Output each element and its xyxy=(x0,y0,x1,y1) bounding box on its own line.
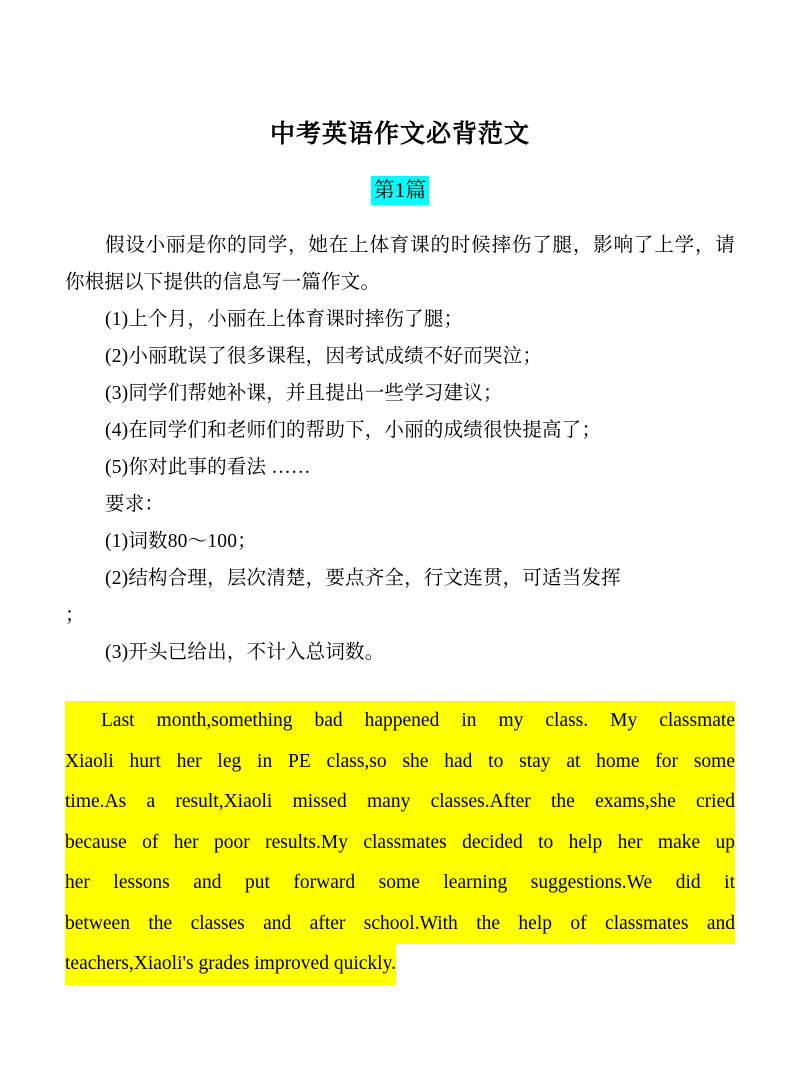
section-label-row xyxy=(65,176,735,205)
prompt-point-4: (4)在同学们和老师们的帮助下，小丽的成绩很快提高了； xyxy=(105,420,602,441)
prompt-point-3: (3)同学们帮她补课，并且提出一些学习建议； xyxy=(105,383,503,404)
prompt-point-2: (2)小丽耽误了很多课程，因考试成绩不好而哭泣； xyxy=(105,346,543,367)
page-content xyxy=(65,0,735,985)
prompt-point-1: (1)上个月，小丽在上体育课时摔伤了腿； xyxy=(105,309,464,330)
requirements-label: 要求： xyxy=(105,494,165,515)
requirement-2-continuation: ； xyxy=(65,605,85,626)
essay-line-text: her lessons and put forward some learning suggestions.We did it xyxy=(65,863,735,904)
prompt-point-5: (5)你对此事的看法 …… xyxy=(105,457,311,478)
requirement-1: (1)词数80～100； xyxy=(105,531,257,552)
essay-line xyxy=(65,863,735,904)
requirement-3: (3)开头已给出，不计入总词数。 xyxy=(105,642,385,663)
essay-line xyxy=(65,904,735,945)
essay-line-text: Xiaoli hurt her leg in PE class,so she had to stay at home for some xyxy=(65,742,735,783)
essay-line xyxy=(65,823,735,864)
requirement-2: (2)结构合理，层次清楚，要点齐全，行文连贯，可适当发挥 xyxy=(105,568,621,589)
page-title: 中考英语作文必背范文 xyxy=(269,121,530,148)
section-label-highlight: 第1篇 xyxy=(371,176,430,205)
essay-line-text: between the classes and after school.With the help of classmates and xyxy=(65,904,735,945)
essay-line xyxy=(65,742,735,783)
essay-line-text: teachers,Xiaoli's grades improved quickly. xyxy=(65,944,396,985)
essay-line-text: time.As a result,Xiaoli missed many classes.After the exams,she cried xyxy=(65,782,735,823)
essay-block xyxy=(65,701,735,985)
prompt-intro-paragraph: 假设小丽是你的同学，她在上体育课的时候摔伤了腿，影响了上学，请你根据以下提供的信息写一篇作文。 xyxy=(65,235,735,293)
essay-line-text: Last month,something bad happened in my class. My classmate xyxy=(65,701,735,742)
essay-line xyxy=(65,701,735,742)
prompt-block xyxy=(65,227,735,671)
essay-line xyxy=(65,782,735,823)
essay-line-text: because of her poor results.My classmates decided to help her make up xyxy=(65,823,735,864)
essay-line xyxy=(65,944,735,985)
